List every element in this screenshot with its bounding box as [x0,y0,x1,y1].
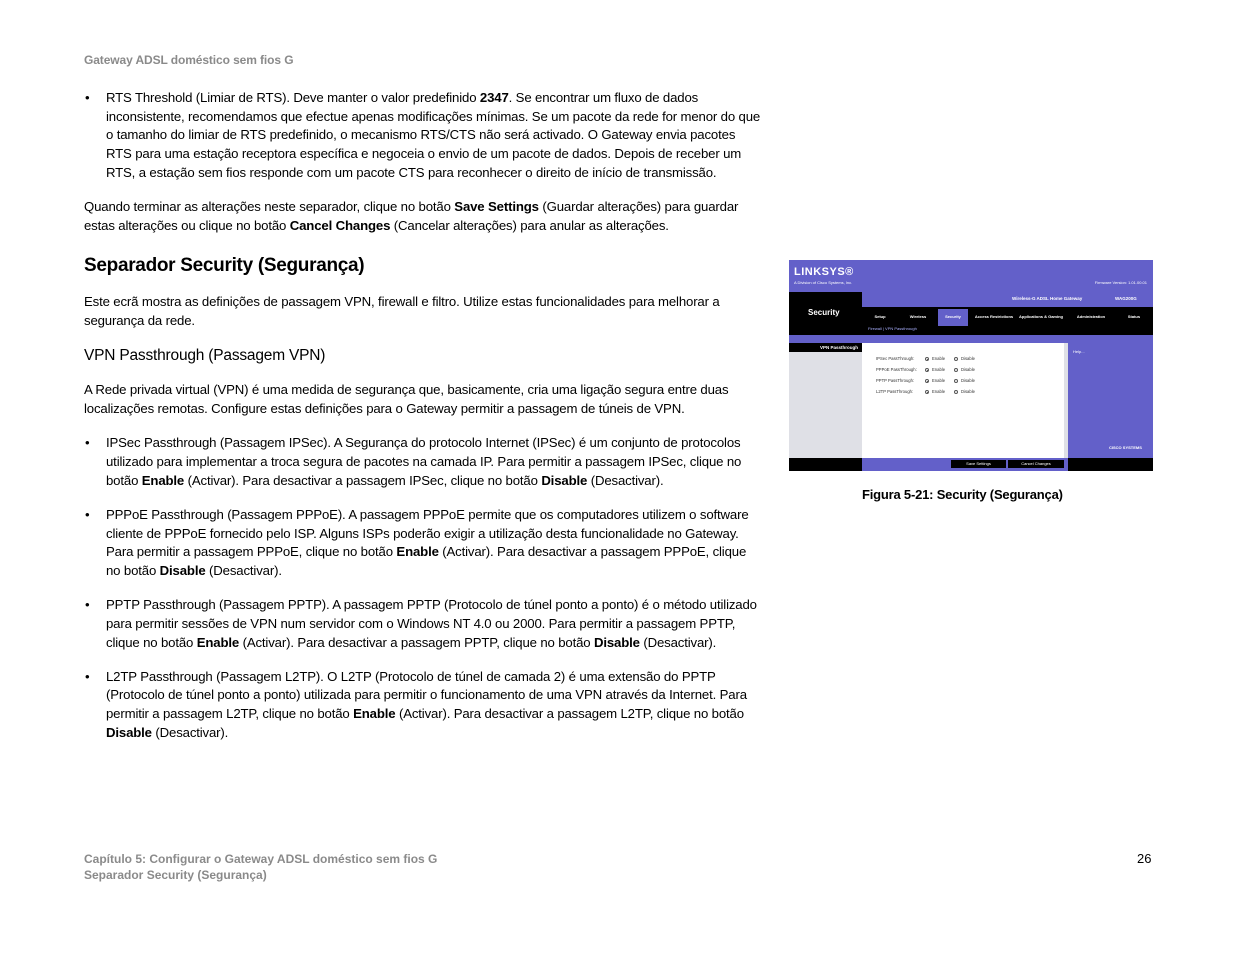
text: L2TP Passthrough (Passagem L2TP). O L2TP (Protocolo de túnel de camada 2) é uma extensão do PPTP (Protocolo de túnel ponto a ponto) utilizada para permitir o funcionamento de uma VPN através da Internet. Para permitir a passagem L2TP, clique no botão [106,668,747,722]
text: (Activar). Para desactivar a passagem L2TP, clique no botão [395,706,744,722]
text: (Activar). Para desactivar a passagem PPTP, clique no botão [239,634,594,650]
l2tp-enable-radio[interactable] [925,390,929,394]
bold-text: Enable [396,544,439,560]
text: (Desactivar). [639,634,717,650]
enable-label: Enable [932,356,946,361]
page-header: Gateway ADSL doméstico sem fios G [84,53,294,67]
footer-section: Separador Security (Segurança) [84,868,267,882]
page-number: 26 [1137,851,1152,866]
bold-text: Disable [106,724,152,740]
main-column [84,89,764,758]
linksys-logo: LINKSYS® [794,266,854,278]
bold-text: Save Settings [454,199,539,215]
product-name: Wireless-G ADSL Home Gateway [1012,296,1083,301]
bold-text: 2347 [479,90,509,105]
pptp-label: PPTP PassThrough: [876,378,915,383]
rts-bullet [84,89,764,183]
bold-text: Disable [159,562,206,578]
tab-applications-gaming[interactable]: Applications & Gaming [1018,314,1063,320]
logo-subtitle: A Division of Cisco Systems, Inc. [794,280,853,285]
section-intro: Este ecrã mostra as definições de passagem VPN, firewall e filtro. Utilize estas funcionalidades para melhorar a segurança da rede. [84,294,720,329]
pppoe-enable-radio[interactable] [925,368,929,372]
subsection-title: VPN Passthrough (Passagem VPN) [84,347,326,365]
pptp-disable-radio[interactable] [954,379,958,383]
tab-security[interactable]: Security [938,309,968,326]
vpn-section-label: VPN Passthrough [789,343,862,352]
model-number: WAG200G [1115,296,1137,301]
firmware-version: Firmware Version: 1.01.00.01 [1094,280,1147,285]
l2tp-label: L2TP PassThrough: [876,389,914,394]
security-screenshot [789,260,1153,471]
text: (Activar). Para desactivar a passagem IPSec, clique no botão [184,472,542,488]
disable-label: Disable [961,378,975,383]
ipsec-bullet [84,434,764,490]
text: (Cancelar alterações) para anular as alterações. [390,217,669,233]
footer-chapter: Capítulo 5: Configurar o Gateway ADSL doméstico sem fios G [84,852,438,866]
pppoe-bullet [84,506,764,581]
tab-access-restrictions[interactable]: Access Restrictions [974,314,1014,320]
text: . Se encontrar um fluxo de dados inconsistente, recomendamos que efectue apenas modificações mínimas. Se um pacote da rede for menor do que o tamanho do limiar de RTS predefinido, o mecanismo RTS/CTS não será activado. O Gateway envia pacotes RTS para uma estação receptora específica e negoceia o envio de um pacote de dados. Depois de receber um RTS, a estação sem fios responde com um pacote CTS para reconhecer o direito de início de transmissão. [106,90,761,180]
bold-text: Disable [593,634,640,650]
enable-label: Enable [932,389,946,394]
bold-text: Enable [141,472,185,488]
enable-label: Enable [932,367,946,372]
disable-label: Disable [961,356,975,361]
save-settings-button[interactable]: Save Settings [951,460,1006,468]
tab-wireless[interactable]: Wireless [909,314,927,320]
bold-text: Enable [353,706,396,722]
ipsec-label: IPSec PassThrough: [876,356,915,361]
text: PPPoE Passthrough (Passagem PPPoE). A passagem PPPoE permite que os computadores utilizem o software cliente de PPPoE fornecido pelo ISP. Alguns ISPs poderão exigir a utilização desta funcionalidade no Gateway. Para permitir a passagem PPPoE, clique no botão [106,506,749,560]
bold-text: Cancel Changes [289,217,391,233]
pppoe-disable-radio[interactable] [954,368,958,372]
product-bar [862,292,1153,307]
page-footer [84,851,437,883]
text: RTS Threshold (Limiar de RTS). Deve manter o valor predefinido [106,90,480,105]
text: (Activar). Para desactivar a passagem PPPoE, clique no botão [106,544,747,578]
tab-administration[interactable]: Administration [1076,314,1106,320]
section-label: Security [808,308,840,317]
left-panel [789,343,862,458]
disable-label: Disable [961,367,975,372]
disable-label: Disable [961,389,975,394]
tab-status[interactable]: Status [1127,314,1141,320]
figure-caption: Figura 5-21: Security (Segurança) [862,487,1063,502]
subtabs[interactable]: Firewall | VPN Passthrough [868,326,917,331]
enable-label: Enable [932,378,946,383]
text: (Desactivar). [205,562,282,578]
cancel-changes-button[interactable]: Cancel Changes [1008,460,1064,468]
help-link[interactable]: Help... [1073,349,1085,354]
pppoe-label: PPPoE PassThrough: [876,367,917,372]
bold-text: Enable [196,634,240,650]
text: Quando terminar as alterações neste separador, clique no botão [84,199,455,215]
tab-setup[interactable]: Setup [874,314,886,320]
text: (Guardar alterações) para guardar estas alterações ou clique no botão [84,199,739,233]
l2tp-disable-radio[interactable] [954,390,958,394]
tab-row [862,309,1153,326]
pptp-enable-radio[interactable] [925,379,929,383]
help-panel [1068,343,1153,458]
subsection-intro: A Rede privada virtual (VPN) é uma medida de segurança que, basicamente, cria uma ligação segura entre duas localizações remotas. Configure estas definições para o Gateway permitir a passagem de túneis de VPN. [84,382,729,417]
text: PPTP Passthrough (Passagem PPTP). A passagem PPTP (Protocolo de túnel ponto a ponto) é o método utilizado para permitir sessões de VPN num servidor com o Windows NT 4.0 ou 2000. Para permitir a passagem PPTP, clique no botão [106,597,757,650]
l2tp-bullet [84,668,764,743]
text: IPSec Passthrough (Passagem IPSec). A Segurança do protocolo Internet (IPSec) é um conjunto de protocolos utilizado para implementar a troca segura de pacotes na camada IP. Para permitir a passagem IPSec, clique no botão [106,435,742,488]
ipsec-enable-radio[interactable] [925,357,929,361]
cisco-logo: CISCO SYSTEMS [1109,445,1142,450]
text: (Desactivar). [151,724,229,740]
pptp-bullet [84,596,764,652]
section-title: Separador Security (Segurança) [84,255,365,277]
ipsec-disable-radio[interactable] [954,357,958,361]
when-done-paragraph [84,198,764,235]
text: (Desactivar). [587,472,664,488]
bold-text: Disable [541,472,588,488]
